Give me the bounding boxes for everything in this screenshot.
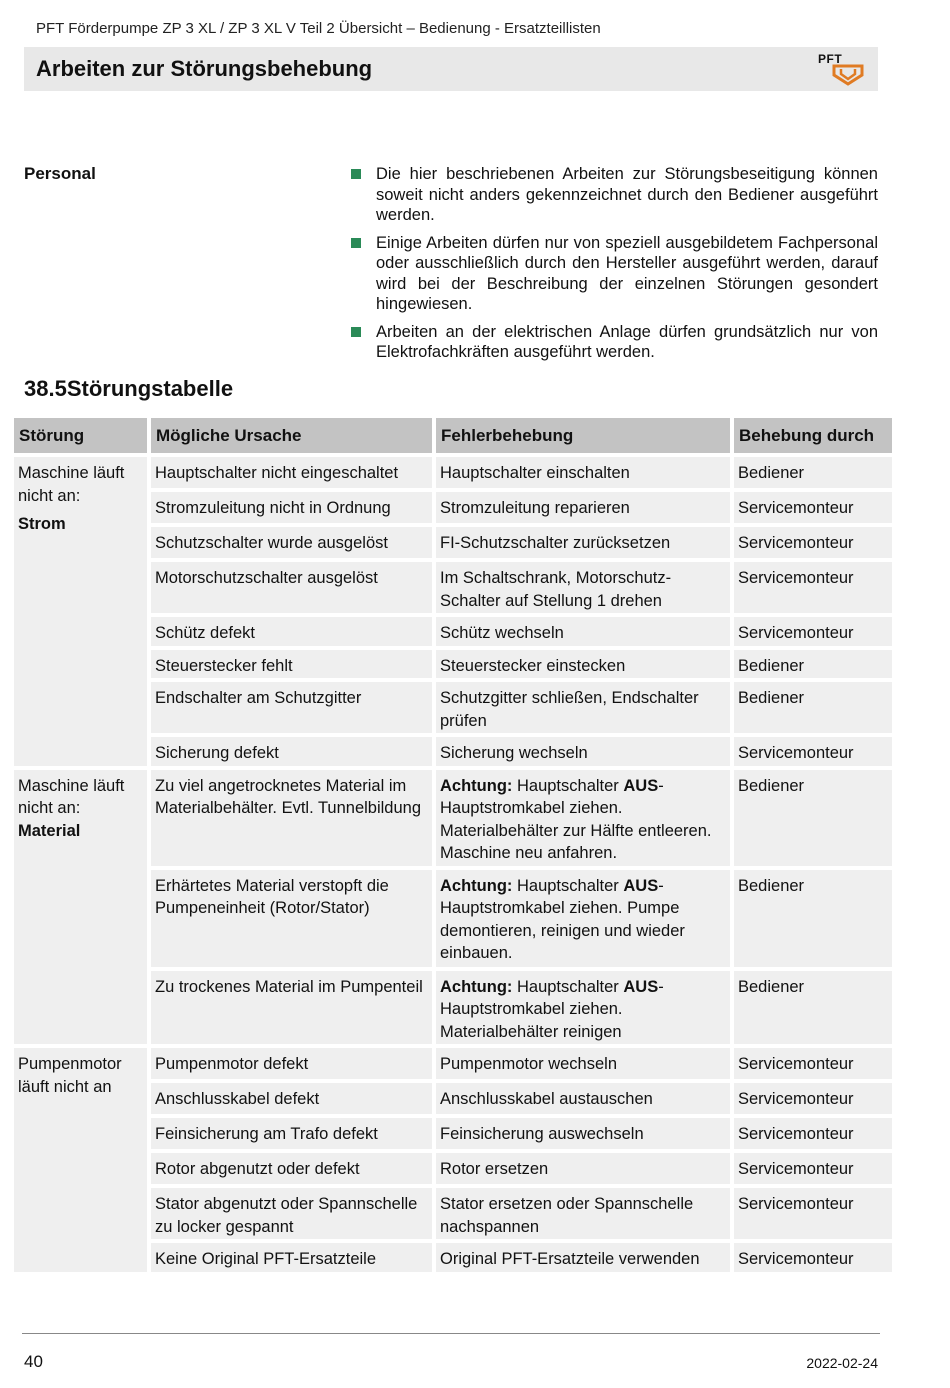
section-title: 38.5Störungstabelle (24, 376, 234, 401)
bullet-square-icon (351, 169, 361, 179)
cause-cell: Erhärtetes Material verstopft die Pumpeneinheit (Rotor/Stator) (151, 870, 432, 967)
cause-cell: Hauptschalter nicht eingeschaltet (151, 457, 432, 488)
fix-text: -Hauptstromkabel ziehen. Materialbehälter zur Hälfte entleeren. Maschine neu anfahren. (440, 776, 712, 862)
cause-cell: Endschalter am Schutzgitter (151, 682, 432, 733)
fault-cell (14, 1048, 147, 1272)
fix-warning: Achtung: (440, 977, 513, 996)
by-cell: Bediener (734, 457, 892, 488)
pft-logo (818, 52, 868, 88)
cause-cell: Steuerstecker fehlt (151, 650, 432, 679)
fix-cell: Sicherung wechseln (436, 737, 730, 766)
by-cell: Servicemonteur (734, 1048, 892, 1079)
bullet-square-icon (351, 327, 361, 337)
logo-text: PFT (818, 52, 843, 66)
by-cell: Servicemonteur (734, 737, 892, 766)
by-cell: Servicemonteur (734, 1243, 892, 1272)
fix-cell: Feinsicherung auswechseln (436, 1118, 730, 1149)
fault-category: Strom (18, 515, 66, 533)
cause-cell: Sicherung defekt (151, 737, 432, 766)
footer-divider (22, 1333, 880, 1334)
fix-cell: Stator ersetzen oder Spannschelle nachspannen (436, 1188, 730, 1239)
fix-cell: Hauptschalter einschalten (436, 457, 730, 488)
bullet-text: Arbeiten an der elektrischen Anlage dürfen grundsätzlich nur von Elektrofachkräften ausgeführt werden. (376, 322, 878, 361)
fix-cell (436, 870, 730, 967)
cause-cell: Schütz defekt (151, 617, 432, 646)
by-cell: Servicemonteur (734, 527, 892, 558)
personal-bullet-list (350, 164, 878, 370)
fix-emphasis: AUS (623, 776, 659, 795)
fix-warning: Achtung: (440, 776, 513, 795)
fix-cell (436, 770, 730, 866)
column-header-by: Behebung durch (734, 418, 892, 453)
cause-cell: Pumpenmotor defekt (151, 1048, 432, 1079)
fault-text: Maschine läuft nicht an: (18, 776, 125, 817)
cause-cell: Feinsicherung am Trafo defekt (151, 1118, 432, 1149)
table-row (14, 1048, 892, 1079)
by-cell: Servicemonteur (734, 1153, 892, 1184)
fault-category: Material (18, 821, 81, 840)
by-cell: Bediener (734, 971, 892, 1045)
fix-cell: Steuerstecker einstecken (436, 650, 730, 679)
fix-emphasis: AUS (623, 876, 659, 895)
by-cell: Servicemonteur (734, 617, 892, 646)
by-cell: Bediener (734, 870, 892, 967)
fix-text: -Hauptstromkabel ziehen. Pumpe demontieren, reinigen und wieder einbauen. (440, 876, 685, 962)
cause-cell: Zu trockenes Material im Pumpenteil (151, 971, 432, 1045)
bullet-item (350, 233, 878, 315)
document-date: 2022-02-24 (806, 1355, 878, 1371)
fix-cell: Anschlusskabel austauschen (436, 1083, 730, 1114)
bullet-square-icon (351, 238, 361, 248)
by-cell: Servicemonteur (734, 1188, 892, 1239)
cause-cell: Anschlusskabel defekt (151, 1083, 432, 1114)
by-cell: Bediener (734, 682, 892, 733)
fix-text: Hauptschalter (512, 776, 624, 795)
by-cell: Bediener (734, 770, 892, 866)
fix-text: -Hauptstromkabel ziehen. Materialbehälter reinigen (440, 977, 664, 1041)
fix-cell: Schutzgitter schließen, Endschalter prüfen (436, 682, 730, 733)
by-cell: Servicemonteur (734, 492, 892, 523)
column-header-fix: Fehlerbehebung (436, 418, 730, 453)
bullet-text: Die hier beschriebenen Arbeiten zur Störungsbeseitigung können soweit nicht anders gekennzeichnet durch den Bediener ausgeführt werden. (376, 165, 878, 224)
column-header-fault: Störung (14, 418, 147, 453)
fix-warning: Achtung: (440, 876, 513, 895)
fix-cell: Schütz wechseln (436, 617, 730, 646)
document-header: PFT Förderpumpe ZP 3 XL / ZP 3 XL V Teil 2 Übersicht – Bedienung - Ersatzteillisten (36, 20, 601, 37)
table-row (14, 457, 892, 488)
bullet-item (350, 164, 878, 226)
cause-cell: Schutzschalter wurde ausgelöst (151, 527, 432, 558)
logo-shield-icon (832, 62, 864, 86)
title-bar (24, 47, 878, 91)
fix-cell: FI-Schutzschalter zurücksetzen (436, 527, 730, 558)
cause-cell: Zu viel angetrocknetes Material im Materialbehälter. Evtl. Tunnelbildung (151, 770, 432, 866)
table-header-row (14, 418, 892, 453)
fix-cell: Original PFT-Ersatzteile verwenden (436, 1243, 730, 1272)
fix-cell: Pumpenmotor wechseln (436, 1048, 730, 1079)
cause-cell: Stator abgenutzt oder Spannschelle zu locker gespannt (151, 1188, 432, 1239)
fault-cell (14, 457, 147, 766)
fix-emphasis: AUS (623, 977, 659, 996)
fix-text: Hauptschalter (512, 977, 624, 996)
cause-cell: Stromzuleitung nicht in Ordnung (151, 492, 432, 523)
cause-cell: Rotor abgenutzt oder defekt (151, 1153, 432, 1184)
fault-table (10, 414, 896, 1276)
column-header-cause: Mögliche Ursache (151, 418, 432, 453)
fix-cell (436, 971, 730, 1045)
by-cell: Servicemonteur (734, 562, 892, 613)
fix-cell: Rotor ersetzen (436, 1153, 730, 1184)
fault-cell (14, 770, 147, 1045)
fix-cell: Stromzuleitung reparieren (436, 492, 730, 523)
by-cell: Bediener (734, 650, 892, 679)
page-number: 40 (24, 1352, 43, 1371)
by-cell: Servicemonteur (734, 1118, 892, 1149)
fix-text: Hauptschalter (512, 876, 624, 895)
bullet-item (350, 322, 878, 363)
table-row (14, 770, 892, 866)
cause-cell: Motorschutzschalter ausgelöst (151, 562, 432, 613)
fix-cell: Im Schaltschrank, Motorschutz-Schalter auf Stellung 1 drehen (436, 562, 730, 613)
cause-cell: Keine Original PFT-Ersatzteile (151, 1243, 432, 1272)
bullet-text: Einige Arbeiten dürfen nur von speziell ausgebildetem Fachpersonal oder ausschließlich durch den Hersteller ausgeführt werden, darauf wird bei der Beschreibung der einzelnen Störungen gesondert hingewiesen. (376, 233, 878, 313)
page-title: Arbeiten zur Störungsbehebung (36, 56, 373, 81)
fault-text: Maschine läuft nicht an: (18, 464, 125, 505)
by-cell: Servicemonteur (734, 1083, 892, 1114)
personal-label: Personal (24, 164, 96, 183)
fault-text: Pumpenmotor läuft nicht an (18, 1055, 122, 1096)
